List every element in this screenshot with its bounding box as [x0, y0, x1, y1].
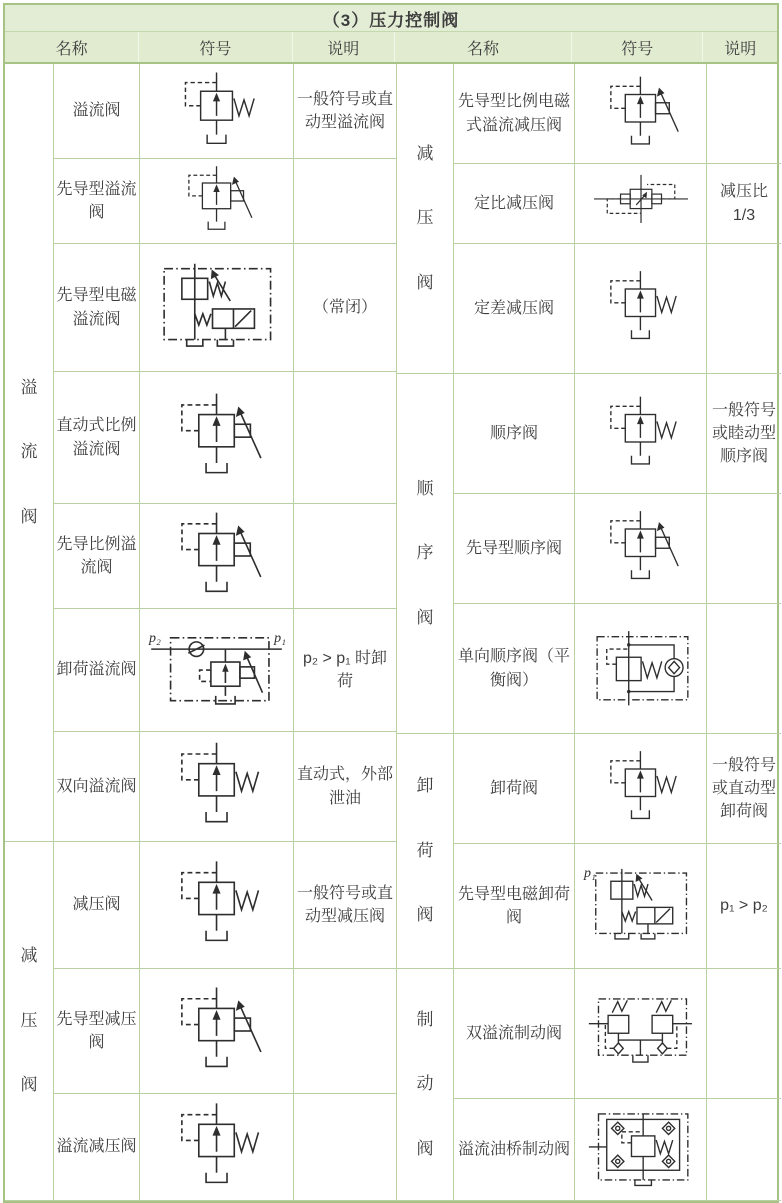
basic-w-valve-symbol-icon — [148, 71, 285, 152]
valve-desc-cell: （常闭） — [294, 244, 397, 372]
valve-symbol-cell — [140, 504, 294, 609]
valve-desc-cell — [707, 64, 781, 164]
basic-w-valve-symbol-icon — [148, 1101, 285, 1193]
header-desc-right: 说明 — [724, 40, 757, 58]
valve-desc-cell: p₂ > p₁ 时卸荷 — [294, 609, 397, 732]
valve-desc-cell — [294, 372, 397, 504]
valve-symbol-cell — [140, 969, 294, 1094]
valve-symbol-cell — [575, 374, 707, 494]
pilot-adjust-valve-symbol-icon — [148, 380, 285, 494]
valve-name-cell: 溢流油桥制动阀 — [454, 1099, 575, 1201]
valve-symbol-cell — [575, 969, 707, 1099]
category-cell-reducing-right — [397, 64, 454, 374]
valve-desc-cell — [294, 1094, 397, 1201]
solenoid-box-valve-symbol-icon — [582, 852, 699, 960]
valve-name-cell: 直动式比例溢流阀 — [54, 372, 140, 504]
valve-symbol-cell — [140, 609, 294, 732]
table-header — [5, 32, 777, 64]
table-title: （3）压力控制阀 — [5, 5, 777, 32]
valve-name-cell: 先导比例溢流阀 — [54, 504, 140, 609]
valve-name-cell: 卸荷阀 — [454, 734, 575, 844]
valve-name-cell: 先导型比例电磁式溢流减压阀 — [454, 64, 575, 164]
valve-name-cell: 溢流阀 — [54, 64, 140, 159]
pilot-adjust-valve-symbol-icon — [582, 71, 699, 157]
valve-desc-cell: 一般符号或睦动型顺序阀 — [707, 374, 781, 494]
port-label-p1: p₁ — [584, 865, 596, 881]
category-cell-reducing-left — [5, 842, 54, 1201]
valve-symbol-cell — [140, 372, 294, 504]
header-symbol-left: 符号 — [139, 32, 292, 62]
valve-name-cell: 先导型溢流阀 — [54, 159, 140, 244]
category-label: 制动阀 — [416, 1009, 434, 1158]
valve-desc-cell: p₁ > p₂ — [707, 844, 781, 969]
valve-name-cell: 卸荷溢流阀 — [54, 609, 140, 732]
valve-desc-cell: 一般符号或直动型减压阀 — [294, 842, 397, 969]
valve-name-cell: 减压阀 — [54, 842, 140, 969]
valve-desc-cell — [707, 494, 781, 604]
valve-symbol-cell — [575, 604, 707, 734]
valve-symbol-cell — [575, 64, 707, 164]
basic-w-valve-symbol-icon — [582, 741, 699, 836]
port-label-p2: p₂ — [149, 630, 161, 646]
valve-name-cell: 溢流减压阀 — [54, 1094, 140, 1201]
horizontal-reduce-valve-symbol-icon — [582, 170, 699, 238]
valve-symbol-cell — [140, 842, 294, 969]
valve-desc-cell: 直动式，外部泄油 — [294, 732, 397, 842]
valve-name-cell: 双向溢流阀 — [54, 732, 140, 842]
pilot-adjust-valve-symbol-icon — [148, 165, 285, 237]
category-label: 卸荷阀 — [416, 776, 434, 925]
valve-symbol-cell — [140, 732, 294, 842]
valve-symbol-cell — [575, 1099, 707, 1201]
valve-desc-cell — [294, 969, 397, 1094]
valve-desc-cell — [707, 604, 781, 734]
header-desc-left: 说明 — [293, 32, 395, 62]
valve-symbol-cell — [140, 159, 294, 244]
valve-name-cell: 顺序阀 — [454, 374, 575, 494]
basic-w-valve-symbol-icon — [148, 850, 285, 960]
category-label: 顺序阀 — [416, 478, 434, 627]
pilot-adjust-valve-symbol-icon — [148, 977, 285, 1085]
basic-w-valve-symbol-icon — [582, 252, 699, 365]
unload-ports-valve-symbol-icon — [148, 617, 285, 723]
valve-name-cell: 先导型顺序阀 — [454, 494, 575, 604]
valve-desc-cell — [294, 159, 397, 244]
valve-name-cell: 定比减压阀 — [454, 164, 575, 244]
valve-desc-cell: 一般符号或直动型溢流阀 — [294, 64, 397, 159]
valve-symbol-cell — [575, 244, 707, 374]
valve-table — [3, 3, 779, 1203]
valve-symbol-cell — [575, 734, 707, 844]
category-label: 减压阀 — [416, 143, 434, 292]
balance-check-valve-symbol-icon — [582, 612, 699, 725]
valve-desc-cell: 一般符号或直动型卸荷阀 — [707, 734, 781, 844]
category-cell-relief — [5, 64, 54, 842]
table-right-half — [397, 64, 781, 1201]
valve-symbol-cell — [140, 64, 294, 159]
valve-desc-cell — [707, 1099, 781, 1201]
valve-name-cell: 单向顺序阀（平衡阀） — [454, 604, 575, 734]
valve-desc-cell: 减压比1/3 — [707, 164, 781, 244]
valve-name-cell: 先导型电磁溢流阀 — [54, 244, 140, 372]
table-left-half — [5, 64, 397, 1201]
port-label-p1: p₁ — [274, 630, 286, 646]
valve-desc-cell — [294, 504, 397, 609]
valve-symbol-cell — [575, 164, 707, 244]
table-body — [5, 64, 777, 1201]
header-symbol-right: 符号 — [572, 32, 703, 62]
valve-name-cell: 先导型电磁卸荷阀 — [454, 844, 575, 969]
valve-name-cell: 定差减压阀 — [454, 244, 575, 374]
valve-desc-cell — [707, 969, 781, 1099]
header-name-right: 名称 — [395, 32, 572, 62]
category-cell-sequence — [397, 374, 454, 734]
category-cell-unloading — [397, 734, 454, 969]
category-label: 溢流阀 — [20, 377, 38, 526]
header-name-left: 名称 — [5, 32, 139, 62]
valve-name-cell: 先导型减压阀 — [54, 969, 140, 1094]
solenoid-box-valve-symbol-icon — [148, 252, 285, 363]
basic-w-valve-symbol-icon — [148, 739, 285, 834]
pilot-adjust-valve-symbol-icon — [148, 511, 285, 601]
valve-symbol-cell — [575, 494, 707, 604]
basic-w-valve-symbol-icon — [582, 382, 699, 486]
valve-symbol-cell — [575, 844, 707, 969]
valve-desc-cell — [707, 244, 781, 374]
category-cell-brake — [397, 969, 454, 1201]
valve-symbol-cell — [140, 244, 294, 372]
valve-name-cell: 双溢流制动阀 — [454, 969, 575, 1099]
valve-symbol-cell — [140, 1094, 294, 1201]
bridge-brake-valve-symbol-icon — [582, 1106, 699, 1193]
pilot-adjust-valve-symbol-icon — [582, 501, 699, 596]
double-brake-valve-symbol-icon — [582, 977, 699, 1090]
category-label: 减压阀 — [20, 946, 38, 1095]
